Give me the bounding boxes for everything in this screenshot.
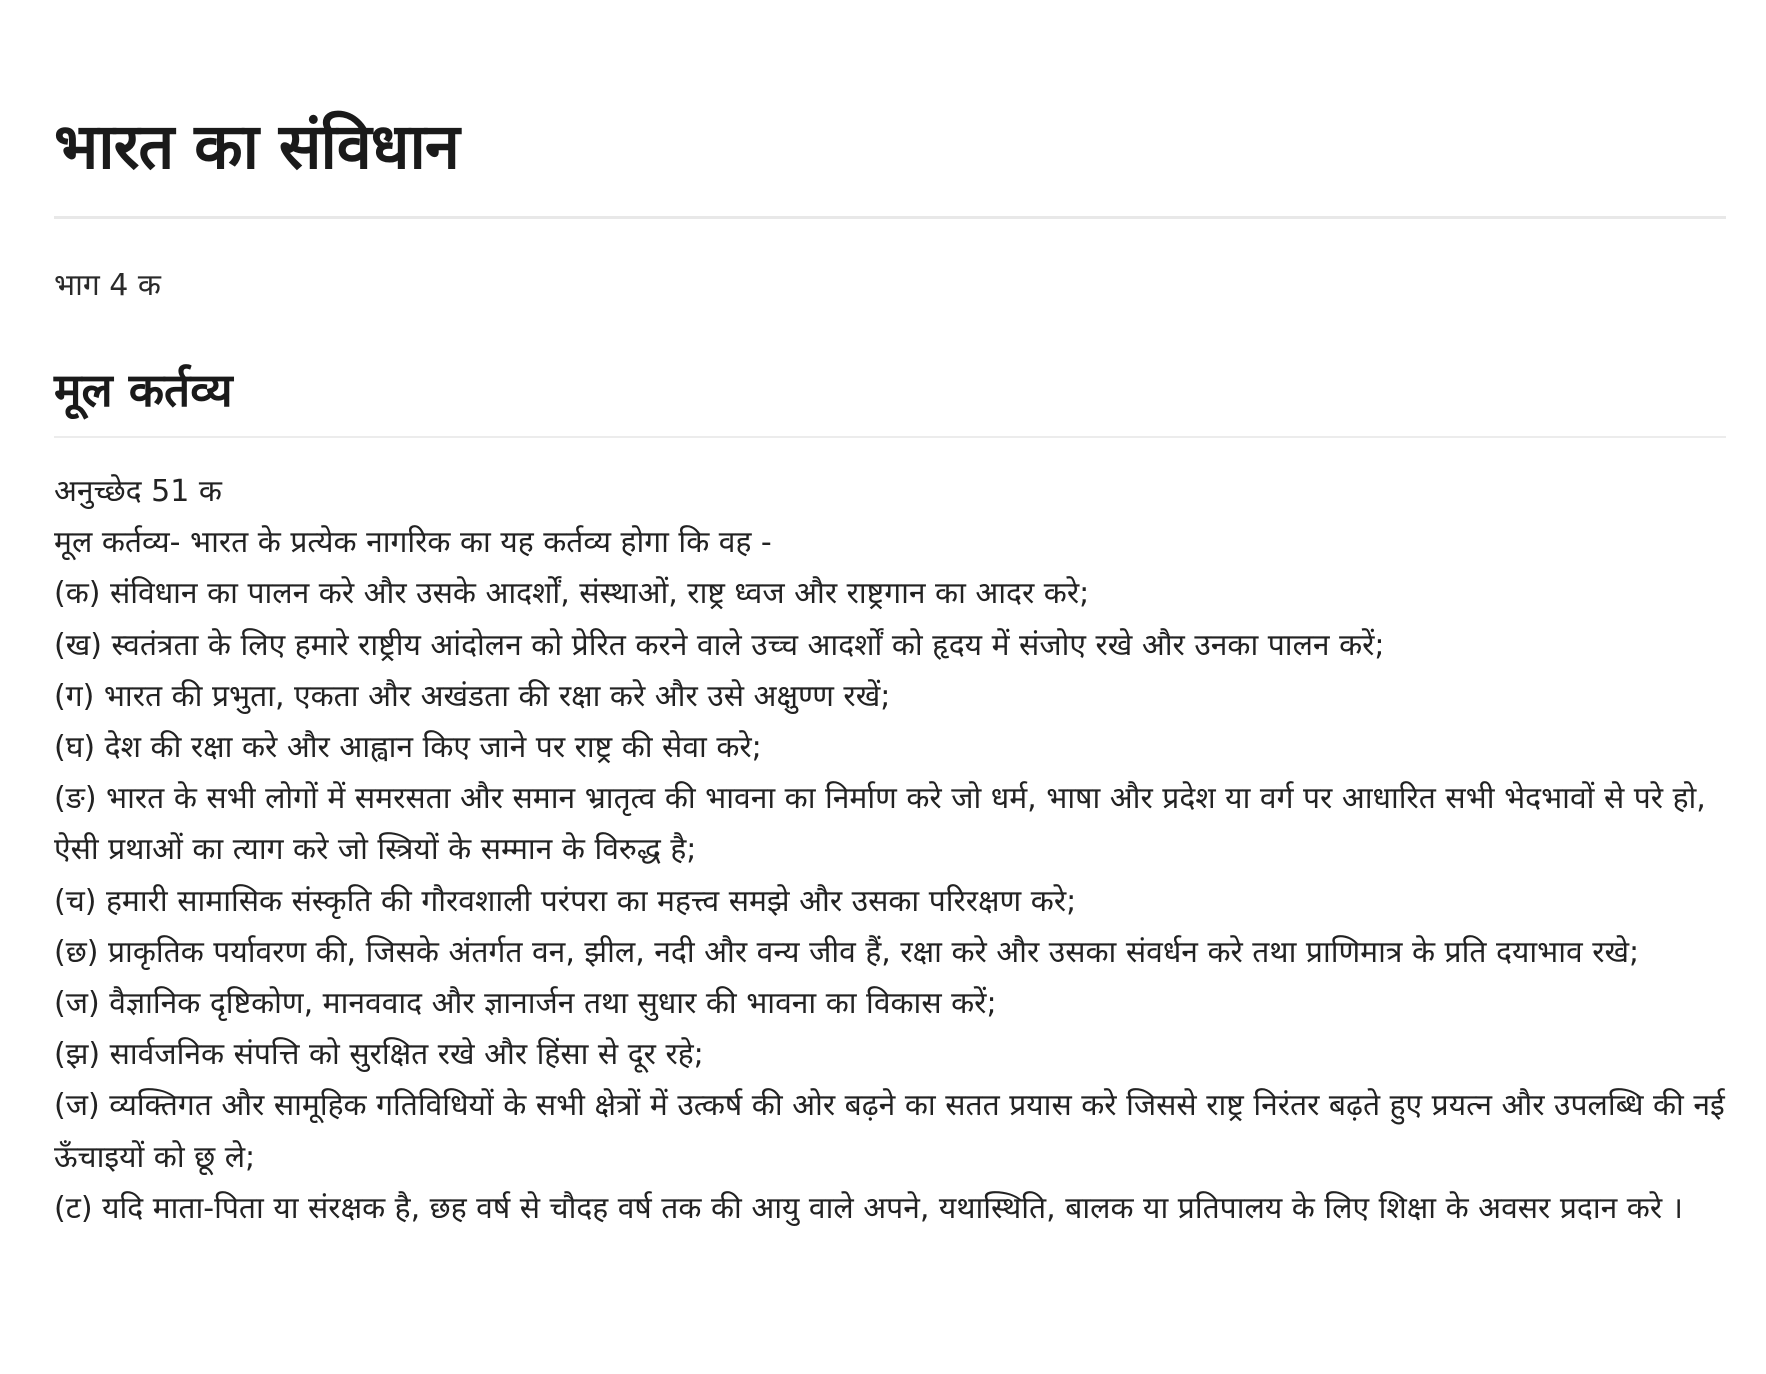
section-divider	[54, 436, 1726, 438]
duty-clause: (क) संविधान का पालन करे और उसके आदर्शों, संस्थाओं, राष्ट्र ध्वज और राष्ट्रगान का आदर करे;	[54, 576, 1090, 612]
duty-clause: (ज) वैज्ञानिक दृष्टिकोण, मानववाद और ज्ञानार्जन तथा सुधार की भावना का विकास करें;	[54, 986, 997, 1022]
duty-clause: (ज) व्यक्तिगत और सामूहिक गतिविधियों के सभी क्षेत्रों में उत्कर्ष की ओर बढ़ने का सतत प्रयास करे जिससे राष्ट्र निरंतर बढ़ते हुए प्रयत्न और उपलब्धि की नई ऊँचाइयों को छू ले;	[54, 1088, 1725, 1175]
part-label: भाग 4 क	[54, 268, 161, 303]
duty-clause: (ट) यदि माता-पिता या संरक्षक है, छह वर्ष से चौदह वर्ष तक की आयु वाले अपने, यथास्थिति, बालक या प्रतिपालय के लिए शिक्षा के अवसर प्रदान करे ।	[54, 1190, 1684, 1226]
duty-clause: (झ) सार्वजनिक संपत्ति को सुरक्षित रखे और हिंसा से दूर रहे;	[54, 1037, 704, 1073]
duty-clause: (घ) देश की रक्षा करे और आह्वान किए जाने पर राष्ट्र की सेवा करे;	[54, 730, 762, 766]
duty-clause: (ख) स्वतंत्रता के लिए हमारे राष्ट्रीय आंदोलन को प्रेरित करने वाले उच्च आदर्शों को हृदय में संजोए रखे और उनका पालन करें;	[54, 627, 1385, 663]
article-number: अनुच्छेद 51 क	[54, 474, 222, 509]
article-body	[54, 466, 1726, 1234]
title-divider	[54, 216, 1726, 219]
duty-clause: (च) हमारी सामासिक संस्कृति की गौरवशाली परंपरा का महत्त्व समझे और उसका परिरक्षण करे;	[54, 883, 1077, 919]
duty-clause: (ग) भारत की प्रभुता, एकता और अखंडता की रक्षा करे और उसे अक्षुण्ण रखें;	[54, 678, 891, 714]
article-intro: मूल कर्तव्य- भारत के प्रत्येक नागरिक का यह कर्तव्य होगा कि वह -	[54, 525, 772, 561]
duty-clause: (ङ) भारत के सभी लोगों में समरसता और समान भ्रातृत्व की भावना का निर्माण करे जो धर्म, भाषा और प्रदेश या वर्ग पर आधारित सभी भेदभावों से परे हो, ऐसी प्रथाओं का त्याग करे जो स्त्रियों के सम्मान के विरुद्ध है;	[54, 781, 1706, 868]
duty-clause: (छ) प्राकृतिक पर्यावरण की, जिसके अंतर्गत वन, झील, नदी और वन्य जीव हैं, रक्षा करे और उसका संवर्धन करे तथा प्राणिमात्र के प्रति दयाभाव रखे;	[54, 934, 1640, 970]
section-heading: मूल कर्तव्य	[54, 363, 233, 417]
document-title: भारत का संविधान	[54, 110, 459, 183]
